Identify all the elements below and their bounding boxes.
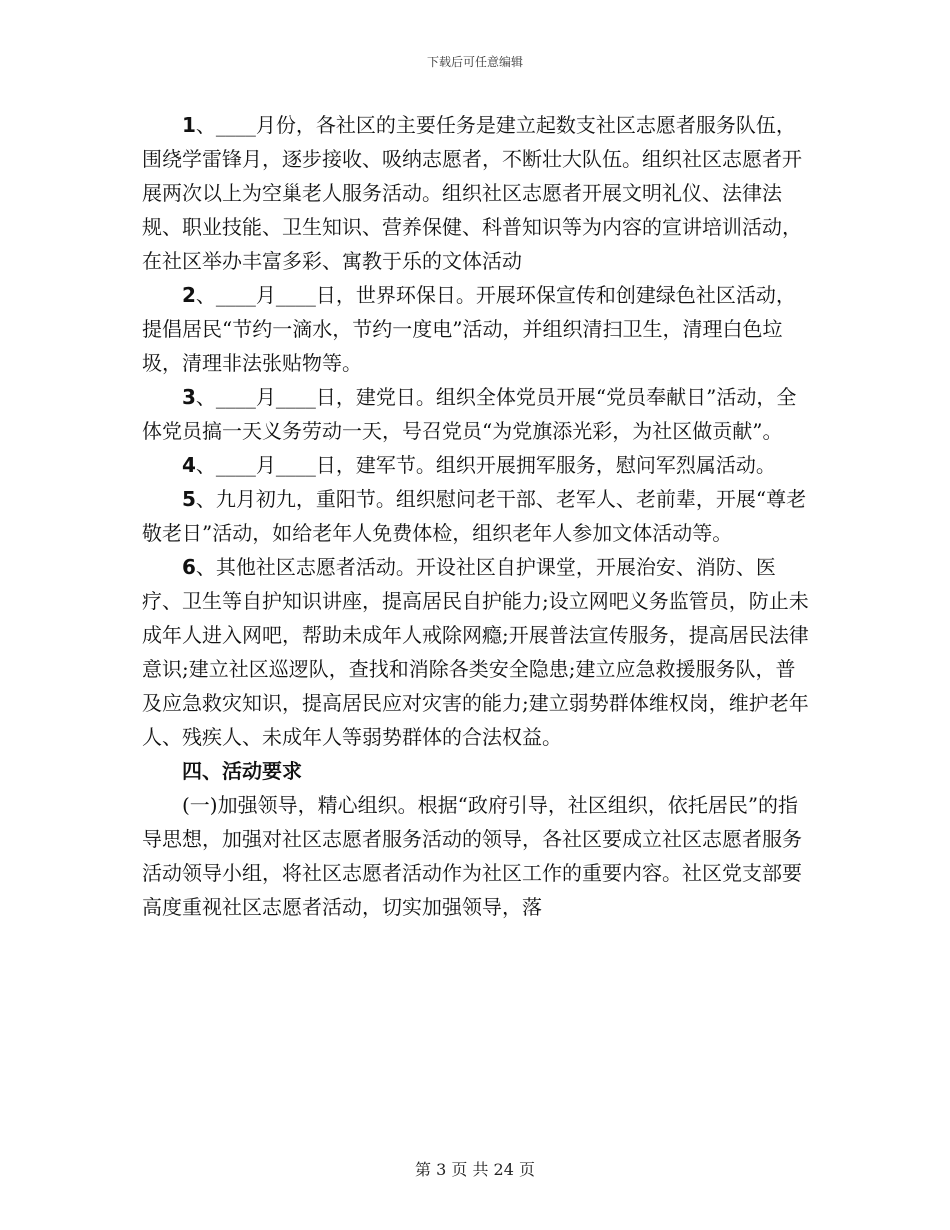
item-text: 、____月____日，建党日。组织全体党员开展“党员奉献日”活动，全体党员搞一天义务劳动一天，号召党员“为党旗添光彩，为社区做贡献”。 xyxy=(142,385,797,443)
item-text: 、____月____日，建军节。组织开展拥军服务，慰问军烈属活动。 xyxy=(195,453,776,477)
item-number: 5 xyxy=(182,487,196,511)
section-heading: 四、活动要求 xyxy=(182,759,302,783)
item-number: 4 xyxy=(182,453,196,477)
list-item xyxy=(142,448,812,482)
item-number: 6 xyxy=(182,555,196,579)
section-paragraph: (一)加强领导，精心组织。根据“政府引导，社区组织，依托居民”的指导思想，加强对社区志愿者服务活动的领导，各社区要成立社区志愿者服务活动领导小组，将社区志愿者活动作为社区工作的重要内容。社区党支部要高度重视社区志愿者活动，切实加强领导，落 xyxy=(142,793,802,919)
item-number: 1 xyxy=(182,113,196,137)
list-item xyxy=(142,380,812,448)
item-text: 、九月初九，重阳节。组织慰问老干部、老军人、老前辈，开展“尊老敬老日”活动，如给老年人免费体检，组织老年人参加文体活动等。 xyxy=(142,487,807,545)
list-item xyxy=(142,278,812,380)
document-body xyxy=(142,108,812,924)
list-item xyxy=(142,550,812,754)
item-text: 、其他社区志愿者活动。开设社区自护课堂，开展治安、消防、医疗、卫生等自护知识讲座，提高居民自护能力;设立网吧义务监管员，防止未成年人进入网吧，帮助未成年人戒除网瘾;开展普法宣传服务，提高居民法律意识;建立社区巡逻队，查找和消除各类安全隐患;建立应急救援服务队，普及应急救灾知识，提高居民应对灾害的能力;建立弱势群体维权岗，维护老年人、残疾人、未成年人等弱势群体的合法权益。 xyxy=(142,555,809,749)
item-number: 3 xyxy=(182,385,196,409)
list-item xyxy=(142,108,812,278)
list-item xyxy=(142,482,812,550)
item-text: 、____月份，各社区的主要任务是建立起数支社区志愿者服务队伍，围绕学雷锋月，逐步接收、吸纳志愿者，不断壮大队伍。组织社区志愿者开展两次以上为空巢老人服务活动。组织社区志愿者开展文明礼仪、法律法规、职业技能、卫生知识、营养保健、科普知识等为内容的宣讲培训活动，在社区举办丰富多彩、寓教于乐的文体活动 xyxy=(142,113,802,273)
page-header: 下载后可任意编辑 xyxy=(426,55,523,69)
item-text: 、____月____日，世界环保日。开展环保宣传和创建绿色社区活动，提倡居民“节约一滴水，节约一度电”活动，并组织清扫卫生，清理白色垃圾，清理非法张贴物等。 xyxy=(142,283,796,375)
page-footer: 第 3 页 共 24 页 xyxy=(415,1160,535,1179)
item-number: 2 xyxy=(182,283,196,307)
